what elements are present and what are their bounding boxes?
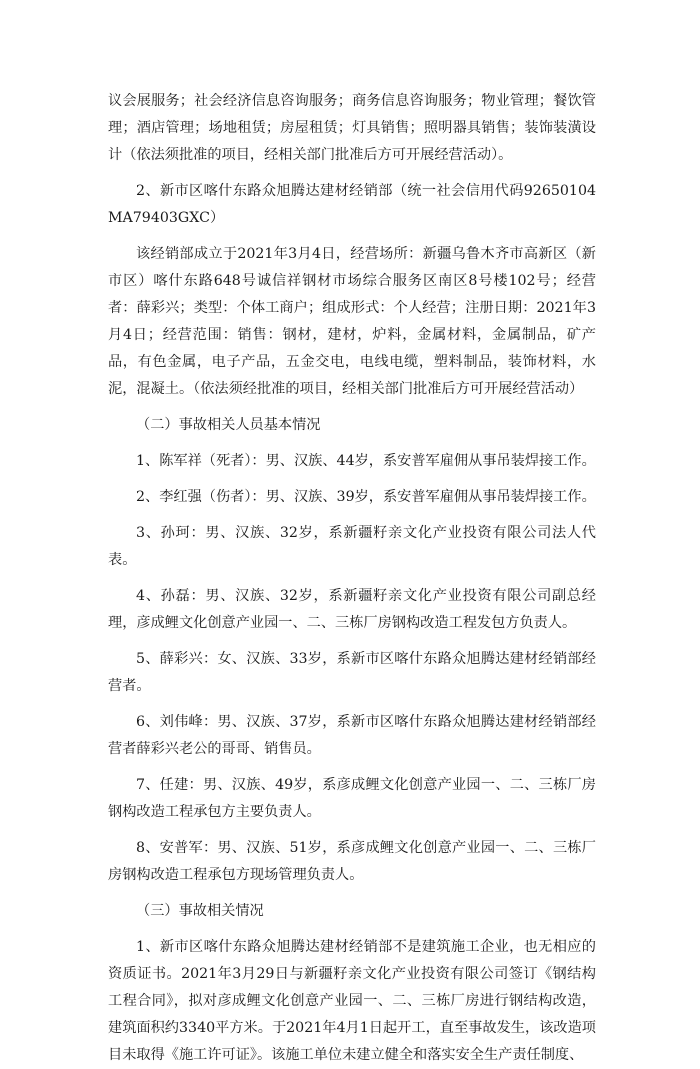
person-item-6: 6、刘伟峰：男、汉族、37岁，系新市区喀什东路众旭腾达建材经销部经营者薛彩兴老公的哥哥、销售员。: [108, 714, 596, 757]
person-item-5: 5、薛彩兴：女、汉族、33岁，系新市区喀什东路众旭腾达建材经销部经营者。: [108, 651, 596, 694]
person-item-7: 7、任建：男、汉族、49岁，系彦成鲤文化创意产业园一、二、三栋厂房钢构改造工程承包方主要负责人。: [108, 777, 596, 820]
paragraph-company-2-title: 2、新市区喀什东路众旭腾达建材经销部（统一社会信用代码92650104MA79403GXC）: [108, 183, 596, 226]
person-item-8: 8、安普军：男、汉族、51岁，系彦成鲤文化创意产业园一、二、三栋厂房钢构改造工程承包方现场管理负责人。: [108, 840, 596, 883]
section-heading-persons: （二）事故相关人员基本情况: [136, 417, 321, 433]
paragraph-company-2-details: 该经销部成立于2021年3月4日，经营场所：新疆乌鲁木齐市高新区（新市区）喀什东路648号诚信祥钢材市场综合服务区南区8号楼102号；经营者：薛彩兴；类型：个体工商户；组成形式：个人经营；注册日期：2021年3月4日；经营范围：销售：钢材，建材，炉料，金属材料，金属制品，矿产品，有色金属，电子产品，五金交电，电线电缆，塑料制品，装饰材料，水泥，混凝土。（依法须经批准的项目，经相关部门批准后方可开展经营活动）: [108, 246, 596, 397]
person-item-1: 1、陈军祥（死者）：男、汉族、44岁，系安普军雇佣从事吊装焊接工作。: [136, 453, 596, 469]
person-item-2: 2、李红强（伤者）：男、汉族、39岁，系安普军雇佣从事吊装焊接工作。: [136, 489, 596, 505]
paragraph-accident-details: 1、新市区喀什东路众旭腾达建材经销部不是建筑施工企业，也无相应的资质证书。2021年3月29日与新疆籽亲文化产业投资有限公司签订《钢结构工程合同》，拟对彦成鲤文化创意产业园一、二、三栋厂房进行钢结构改造，建筑面积约3340平方米。于2021年4月1日起开工，直至事故发生，该改造项目未取得《施工许可证》。该施工单位未建立健全和落实安全生产责任制度、: [108, 939, 596, 1063]
section-heading-accident: （三）事故相关情况: [136, 903, 264, 919]
person-item-4: 4、孙磊：男、汉族、32岁，系新疆籽亲文化产业投资有限公司副总经理，彦成鲤文化创意产业园一、二、三栋厂房钢构改造工程发包方负责人。: [108, 588, 596, 631]
person-item-3: 3、孙珂：男、汉族、32岁，系新疆籽亲文化产业投资有限公司法人代表。: [108, 525, 596, 568]
document-body: [108, 88, 596, 1069]
paragraph-business-scope-continued: 议会展服务；社会经济信息咨询服务；商务信息咨询服务；物业管理；餐饮管理；酒店管理；场地租赁；房屋租赁；灯具销售；照明器具销售；装饰装潢设计（依法须批准的项目，经相关部门批准后方可开展经营活动）。: [108, 93, 596, 163]
